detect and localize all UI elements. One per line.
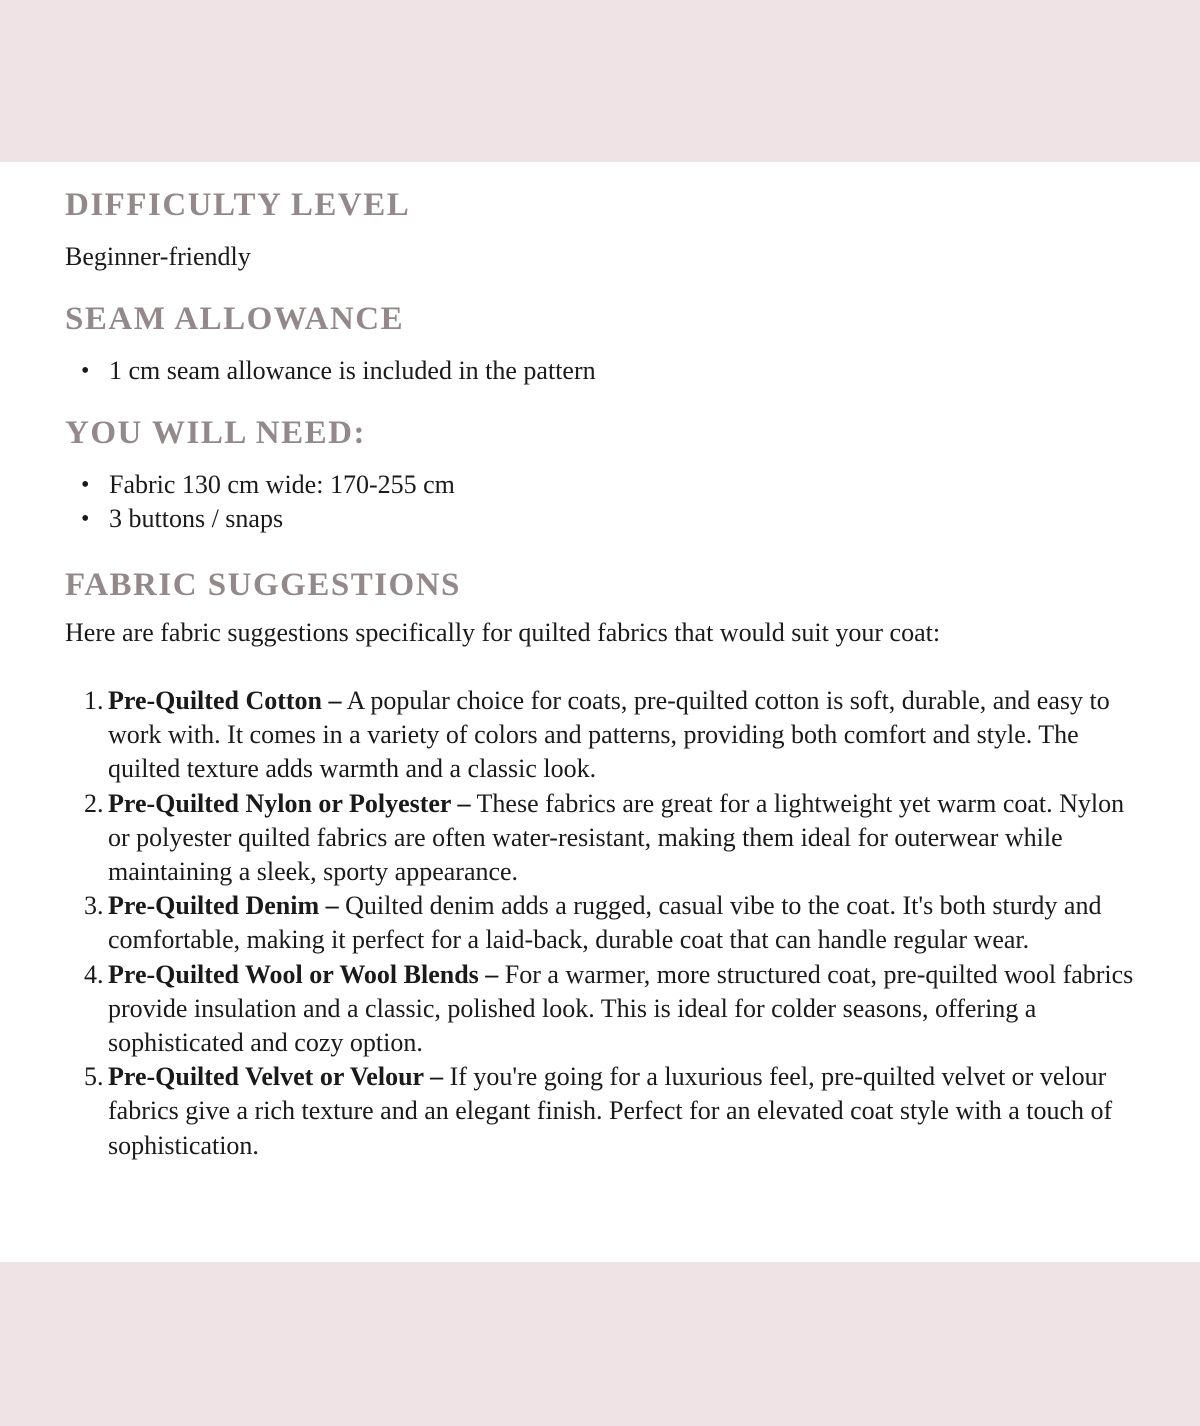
fabric-suggestions-heading: FABRIC SUGGESTIONS — [65, 567, 461, 603]
list-item: • 3 buttons / snaps — [81, 502, 1140, 536]
item-text: These fabrics are great for a lightweight yet warm coat. Nylon or polyester quilted fabrics are often water-resistant, making them ideal for outerwear while maintaining a sleek, sporty appearance. — [108, 788, 1125, 887]
list-item: 3. Pre-Quilted Denim – Quilted denim adds a rugged, casual vibe to the coat. It's both sturdy and comfortable, making it perfect for a laid-back, durable coat that can handle regular wear. — [84, 891, 1102, 955]
seam-allowance-list — [65, 354, 1140, 388]
difficulty-value: Beginner-friendly — [65, 242, 251, 271]
item-text: Quilted denim adds a rugged, casual vibe to the coat. It's both sturdy and comfortable, making it perfect for a laid-back, durable coat that can handle regular wear. — [108, 891, 1102, 955]
bullet-icon: • — [81, 472, 90, 498]
item-text: If you're going for a luxurious feel, pre-quilted velvet or velour fabrics give a rich texture and an elegant finish. Perfect for an elevated coat style with a touch of sophistication. — [108, 1062, 1113, 1160]
fabric-suggestions-intro: Here are fabric suggestions specifically for quilted fabrics that would suit your coat: — [65, 618, 941, 647]
you-will-need-list — [65, 468, 1140, 536]
bullet-icon: • — [81, 506, 90, 532]
item-text: A popular choice for coats, pre-quilted cotton is soft, durable, and easy to work with. It comes in a variety of colors and patterns, providing both comfort and style. The quilted texture adds warmth and a classic look. — [108, 686, 1110, 784]
bottom-margin-band — [0, 1262, 1200, 1426]
item-title: Pre-Quilted Velvet or Velour – — [108, 1062, 444, 1092]
list-item: 2. Pre-Quilted Nylon or Polyester – These fabrics are great for a lightweight yet warm coat. Nylon or polyester quilted fabrics are often water-resistant, making them ideal for outerwear while maintaining a sleek, sporty appearance. — [84, 788, 1125, 887]
list-item: 5. Pre-Quilted Velvet or Velour – If you're going for a luxurious feel, pre-quilted velvet or velour fabrics give a rich texture and an elegant finish. Perfect for an elevated coat style with a touch of sophistication. — [84, 1062, 1113, 1160]
bullet-icon: • — [81, 358, 90, 384]
item-title: Pre-Quilted Nylon or Polyester – — [108, 788, 471, 818]
top-margin-band — [0, 0, 1200, 162]
list-item: • 1 cm seam allowance is included in the pattern — [81, 354, 1140, 388]
difficulty-heading: DIFFICULTY LEVEL — [65, 187, 411, 223]
list-item: 1. Pre-Quilted Cotton – A popular choice for coats, pre-quilted cotton is soft, durable, and easy to work with. It comes in a variety of colors and patterns, providing both comfort and style. The quilted texture adds warmth and a classic look. — [84, 686, 1110, 784]
fabric-suggestions-list — [65, 684, 1148, 1163]
list-item: 4. Pre-Quilted Wool or Wool Blends – For a warmer, more structured coat, pre-quilted wool fabrics provide insulation and a classic, polished look. This is ideal for colder seasons, offering a sophisticated and cozy option. — [84, 959, 1134, 1058]
seam-allowance-heading: SEAM ALLOWANCE — [65, 301, 405, 337]
you-will-need-heading: YOU WILL NEED: — [65, 415, 366, 451]
list-item: • Fabric 130 cm wide: 170-255 cm — [81, 468, 1140, 502]
item-title: Pre-Quilted Wool or Wool Blends – — [108, 959, 499, 989]
content-panel — [0, 162, 1200, 1262]
item-text: For a warmer, more structured coat, pre-quilted wool fabrics provide insulation and a classic, polished look. This is ideal for colder seasons, offering a sophisticated and cozy option. — [108, 959, 1134, 1058]
item-title: Pre-Quilted Denim – — [108, 891, 339, 921]
item-title: Pre-Quilted Cotton – — [108, 686, 342, 715]
